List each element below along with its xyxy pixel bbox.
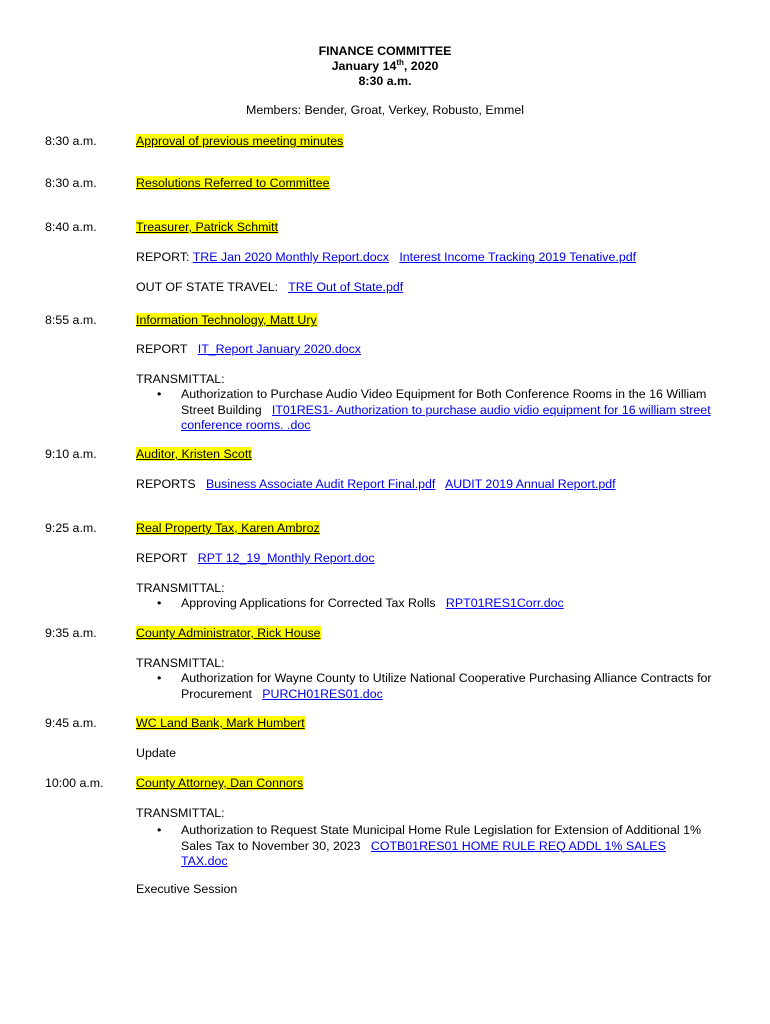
agenda-time: 9:25 a.m. [45, 521, 97, 535]
agenda-time: 8:30 a.m. [45, 176, 97, 190]
agenda-item-title [136, 447, 252, 462]
agenda-time: 9:35 a.m. [45, 626, 97, 640]
agenda-time: 9:45 a.m. [45, 716, 97, 730]
agenda-time: 8:40 a.m. [45, 220, 97, 234]
report-link[interactable]: Business Associate Audit Report Final.pdf [206, 477, 436, 491]
report-line [136, 250, 636, 265]
report-label: REPORT [136, 551, 188, 565]
transmittal-item [181, 671, 729, 702]
agenda-title-highlight[interactable]: Treasurer, Patrick Schmitt [136, 220, 279, 234]
agenda-time: 8:30 a.m. [45, 134, 97, 148]
transmittal-link[interactable]: PURCH01RES01.doc [262, 686, 383, 701]
transmittal-link[interactable]: COTB01RES01 HOME RULE REQ ADDL 1% SALES TAX.doc [181, 838, 666, 868]
report-link[interactable]: AUDIT 2019 Annual Report.pdf [445, 477, 616, 491]
transmittal-item [181, 823, 711, 870]
report-link[interactable]: TRE Jan 2020 Monthly Report.docx [192, 250, 389, 264]
report-line [136, 342, 361, 357]
agenda-note: Update [136, 746, 176, 760]
transmittal-text: Authorization to Request State Municipal Home Rule Legislation for Extension of Additional 1% Sales Tax to November 30, 2023 [181, 823, 702, 853]
agenda-title-highlight[interactable]: County Attorney, Dan Connors [136, 776, 304, 790]
meeting-time: 8:30 a.m. [358, 74, 412, 88]
bullet-marker: • [157, 823, 162, 837]
date-main: January 14 [331, 59, 397, 73]
agenda-title-highlight[interactable]: Approval of previous meeting minutes [136, 134, 344, 148]
report-line [136, 551, 375, 566]
agenda-title-highlight[interactable]: County Administrator, Rick House [136, 626, 321, 640]
report-label: REPORTS [136, 477, 196, 491]
report-link[interactable]: Interest Income Tracking 2019 Tenative.pdf [399, 250, 637, 264]
travel-label: OUT OF STATE TRAVEL: [136, 280, 279, 294]
report-line [136, 477, 616, 492]
members-list: Members: Bender, Groat, Verkey, Robusto, Emmel [246, 103, 524, 117]
agenda-item-title [136, 220, 278, 235]
transmittal-label: TRANSMITTAL: [136, 372, 225, 386]
agenda-title-highlight[interactable]: WC Land Bank, Mark Humbert [136, 716, 305, 730]
agenda-item-title [136, 521, 320, 536]
agenda-time: 8:55 a.m. [45, 313, 97, 327]
agenda-title-highlight[interactable]: Resolutions Referred to Committee [136, 176, 330, 190]
agenda-time: 10:00 a.m. [45, 776, 104, 790]
executive-session: Executive Session [136, 882, 238, 896]
agenda-title-highlight[interactable]: Auditor, Kristen Scott [136, 447, 252, 461]
agenda-item-title [136, 313, 317, 328]
bullet-marker: • [157, 387, 162, 401]
travel-link[interactable]: TRE Out of State.pdf [288, 280, 404, 294]
document-title: FINANCE COMMITTEE [318, 44, 452, 58]
travel-line [136, 280, 403, 295]
agenda-item-title [136, 134, 343, 149]
report-link[interactable]: RPT 12_19_Monthly Report.doc [197, 551, 375, 565]
bullet-marker: • [157, 596, 162, 610]
agenda-item-title [136, 626, 321, 641]
transmittal-label: TRANSMITTAL: [136, 581, 225, 595]
transmittal-text: Approving Applications for Corrected Tax Rolls [181, 596, 436, 610]
transmittal-label: TRANSMITTAL: [136, 656, 225, 670]
report-label: REPORT: [136, 250, 193, 264]
report-label: REPORT [136, 342, 188, 356]
transmittal-link[interactable]: IT01RES1- Authorization to purchase audio vidio equipment for 16 william street conference rooms. .doc [181, 402, 711, 432]
transmittal-text: Authorization for Wayne County to Utilize National Cooperative Purchasing Alliance Contracts for Procurement [181, 671, 712, 701]
transmittal-link[interactable]: RPT01RES1Corr.doc [445, 596, 564, 610]
agenda-time: 9:10 a.m. [45, 447, 97, 461]
agenda-item-title [136, 776, 303, 791]
transmittal-text: Authorization to Purchase Audio Video Equipment for Both Conference Rooms in the 16 William Street Building [181, 387, 707, 417]
transmittal-item [181, 596, 729, 612]
agenda-title-highlight[interactable]: Information Technology, Matt Ury [136, 313, 317, 327]
meeting-date [0, 59, 770, 74]
date-year: , 2020 [403, 59, 439, 73]
agenda-item-title [136, 176, 330, 191]
agenda-item-title [136, 716, 305, 731]
transmittal-label: TRANSMITTAL: [136, 806, 225, 820]
agenda-title-highlight[interactable]: Real Property Tax, Karen Ambroz [136, 521, 320, 535]
date-suffix: th [396, 57, 404, 67]
transmittal-item [181, 387, 729, 434]
bullet-marker: • [157, 671, 162, 685]
report-link[interactable]: IT_Report January 2020.docx [197, 342, 361, 356]
